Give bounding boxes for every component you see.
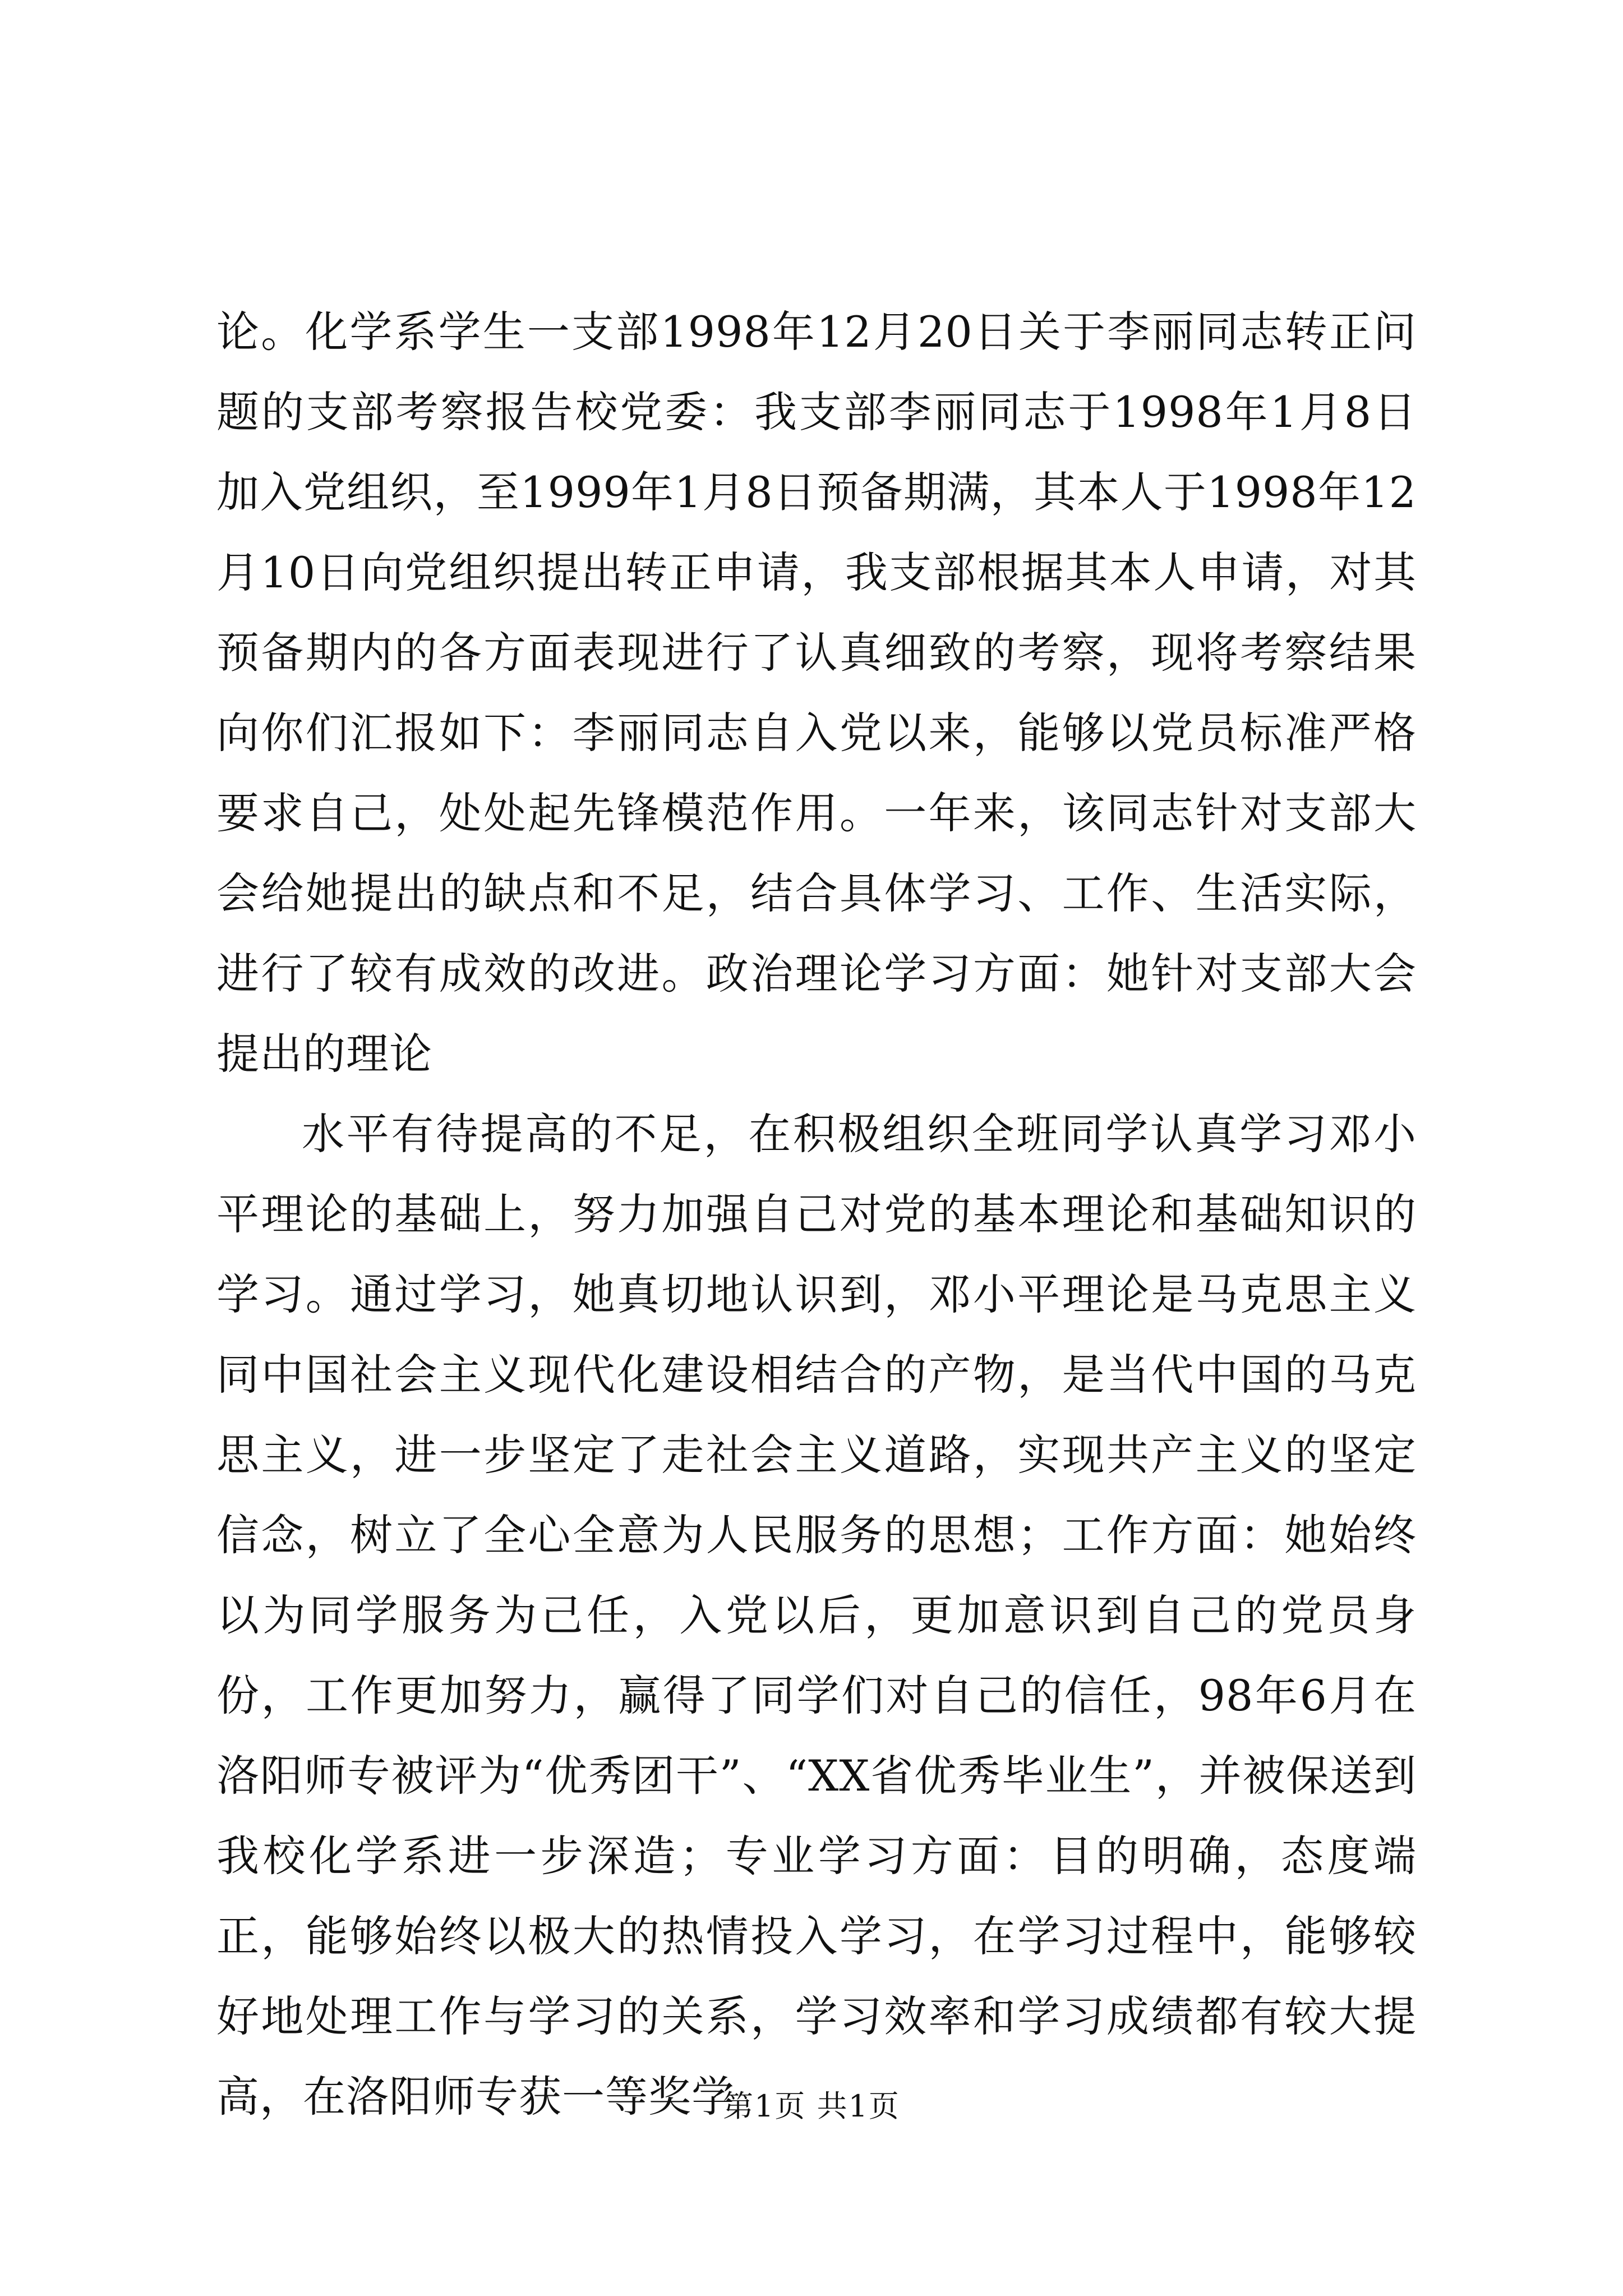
body-text: [216, 292, 1417, 2137]
page-footer: 第1页 共1页: [723, 2088, 900, 2124]
paragraph-1: 论。化学系学生一支部1998年12月20日关于李丽同志转正问题的支部考察报告校党委：我支部李丽同志于1998年1月8日加入党组织，至1999年1月8日预备期满，其本人于1998年12月10日向党组织提出转正申请，我支部根据其本人申请，对其预备期内的各方面表现进行了认真细致的考察，现将考察结果向你们汇报如下：李丽同志自入党以来，能够以党员标准严格要求自己，处处起先锋模范作用。一年来，该同志针对支部大会给她提出的缺点和不足，结合具体学习、工作、生活实际，进行了较有成效的改进。政治理论学习方面：她针对支部大会提出的理论: [216, 307, 1417, 1079]
paragraph-2: 水平有待提高的不足，在积极组织全班同学认真学习邓小平理论的基础上，努力加强自己对党的基本理论和基础知识的学习。通过学习，她真切地认识到，邓小平理论是马克思主义同中国社会主义现代化建设相结合的产物，是当代中国的马克思主义，进一步坚定了走社会主义道路，实现共产主义的坚定信念，树立了全心全意为人民服务的思想；工作方面：她始终以为同学服务为己任，入党以后，更加意识到自己的党员身份，工作更加努力，赢得了同学们对自己的信任，98年6月在洛阳师专被评为“优秀团干”、“XX省优秀毕业生”，并被保送到我校化学系进一步深造；专业学习方面：目的明确，态度端正，能够始终以极大的热情投入学习，在学习过程中，能够较好地处理工作与学习的关系，学习效率和学习成绩都有较大提高，在洛阳师专获一等奖学: [216, 1109, 1417, 2122]
